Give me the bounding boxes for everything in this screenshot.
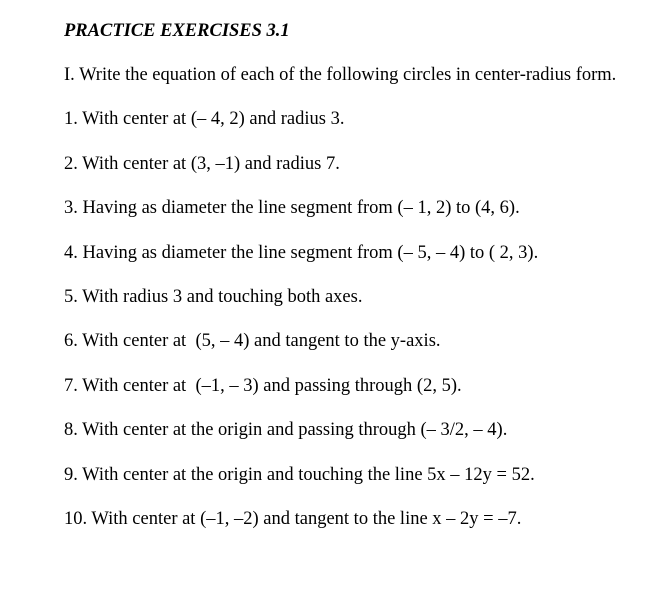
exercise-item-10: 10. With center at (–1, –2) and tangent to the line x – 2y = –7. [64,508,522,529]
exercise-item-5: 5. With radius 3 and touching both axes. [64,286,363,307]
exercise-item-1: 1. With center at (– 4, 2) and radius 3. [64,109,345,130]
exercise-item-6: 6. With center at (5, – 4) and tangent to the y-axis. [64,331,441,352]
exercise-item-3: 3. Having as diameter the line segment from (– 1, 2) to (4, 6). [64,198,520,219]
page-title: PRACTICE EXERCISES 3.1 [64,21,290,41]
exercise-list [64,107,659,531]
exercise-item-4: 4. Having as diameter the line segment from (– 5, – 4) to ( 2, 3). [64,242,539,263]
exercise-item-7: 7. With center at (–1, – 3) and passing through (2, 5). [64,375,462,396]
exercise-item-8: 8. With center at the origin and passing through (– 3/2, – 4). [64,420,508,441]
document-page [64,19,659,531]
exercise-item-9: 9. With center at the origin and touching the line 5x – 12y = 52. [64,464,535,485]
section-instruction: I. Write the equation of each of the following circles in center-radius form. [64,65,617,85]
exercise-item-2: 2. With center at (3, –1) and radius 7. [64,153,340,174]
